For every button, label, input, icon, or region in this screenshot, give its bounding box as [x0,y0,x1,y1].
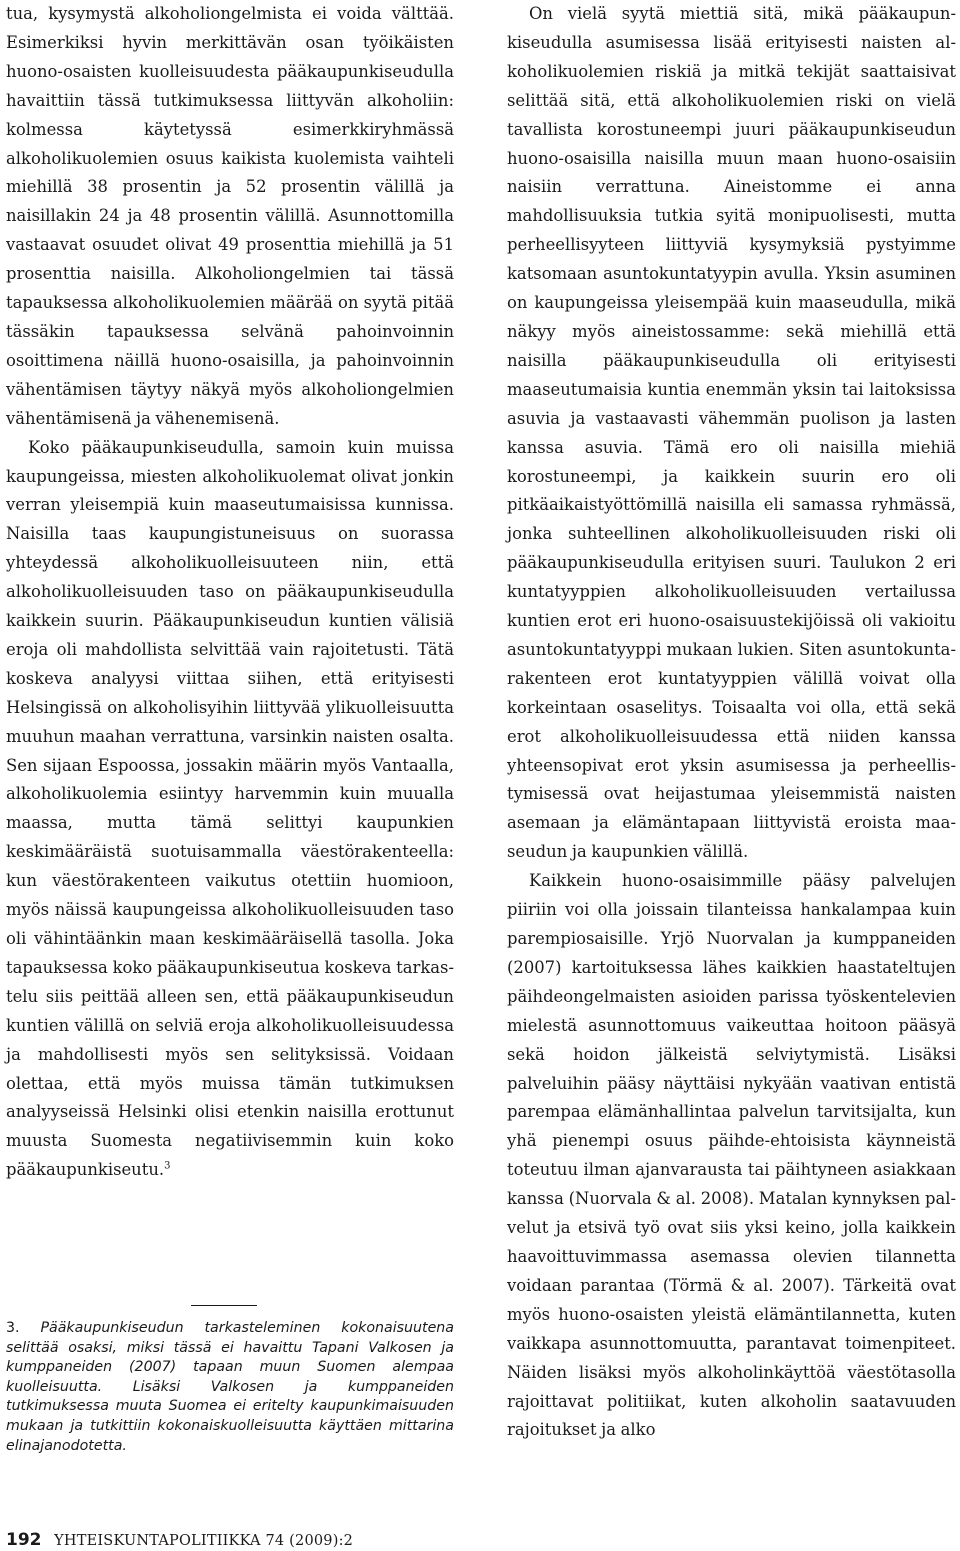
footnote [6,1319,454,1456]
paragraph: On vielä syytä miettiä sitä, mikä pääkaupunkiseudulla asumisessa lisää erityisesti naisten alkoholikuolemien riskiä ja mitkä tekijät saattaisivat selittää sitä, että alkoholikuolemien riski on vielä tavallista korostuneempi juuri pääkaupunkiseudun huono-osaisilla naisilla muun maan huono-osaisiin naisiin verrattuna. Aineistomme ei anna mahdollisuuksia tutkia syitä monipuolisesti, mutta perheellisyyteen liittyviä kysymyksiä pystyimme katsomaan asuntokuntatyypin avulla. Yksin asuminen on kaupungeissa yleisempää kuin maaseudulla, mikä näkyy myös aineistossamme: sekä miehillä että naisilla pääkaupunkiseudulla oli erityisesti maaseutumaisia kuntia enemmän yksin tai laitoksissa asuvia ja vastaavasti vähemmän puolison ja lasten kanssa asuvia. Tämä ero oli naisilla miehiä korostuneempi, ja kaikkein suurin ero oli pitkäaikaistyöttömillä naisilla eli samassa ryhmässä, jonka suhteellinen alkoholikuolleisuuden riski oli pääkaupunkiseudulla erityisen suuri. Taulukon 2 eri kuntatyyppien alkoholikuolleisuuden vertailussa kuntien erot eri huono-osaisuustekijöissä oli vakioitu asuntokuntatyyppi mukaan lukien. Siten asuntokuntarakenteen erot kuntatyyppien välillä voivat olla korkeintaan osaselitys. Toisaalta voi olla, että sekä erot alkoholikuolleisuudessa että niiden kanssa yhteensopivat erot yksin asumisessa ja perheellistymisessä ovat heijastumaa yleisemmistä naisten asemaan ja elämäntapaan liittyvistä eroista maaseudun ja kaupunkien välillä. [507,4,956,862]
footnote-text: Pääkaupunkiseudun tarkasteleminen kokonaisuutena selittää osaksi, miksi tässä ei havaittu Tapani Valkosen ja kumppaneiden (2007) tapaan muun Suomen alempaa kuolleisuutta. Lisäksi Valkosen ja kumppaneiden tutkimuksessa muuta Suomea ei eritelty kaupunkimaisuuden mukaan ja tutkittiin kokonaiskuolleisuutta käyttäen mittarina elinajanodotetta. [6,1320,454,1454]
journal-reference: YHTEISKUNTAPOLITIIKKA 74 (2009):2 [54,1533,354,1549]
footnote-number: 3. [6,1320,20,1336]
footnote-reference[interactable]: 3 [164,1160,171,1172]
left-column [6,0,454,1185]
right-column [507,0,956,1445]
paragraph: tua, kysymystä alkoholiongelmista ei voida välttää. Esimerkiksi hyvin merkittävän osan työikäisten huono-osaisten kuolleisuudesta pääkaupunkiseudulla havaittiin tässä tutkimuksessa liittyvän alkoholiin: kolmessa käytetyssä esimerkkiryhmässä alkoholikuolemien osuus kaikista kuolemista vaihteli miehillä 38 prosentin ja 52 prosentin välillä ja naisillakin 24 ja 48 prosentin välillä. Asunnottomilla vastaavat osuudet olivat 49 prosenttia miehillä ja 51 prosenttia naisilla. Alkoholiongelmien tai tässä tapauksessa alkoholikuolemien määrää on syytä pitää tässäkin tapauksessa selvänä pahoinvoinnin osoittimena näillä huono-osaisilla, ja pahoinvoinnin vähentämisen täytyy näkyä myös alkoholiongelmien vähentämisenä ja vähenemisenä. [6,4,454,428]
paragraph: Kaikkein huono-osaisimmille pääsy palvelujen piiriin voi olla joissain tilanteissa hankalampaa kuin parempiosaisille. Yrjö Nuorvalan ja kumppaneiden (2007) kartoituksessa lähes kaikkien haastateltujen päihdeongelmaisten asioiden parissa työskentelevien mielestä asunnottomuus vaikeuttaa hoitoon pääsyä sekä hoidon jälkeistä selviytymistä. Lisäksi palveluihin pääsy näyttäisi nykyään vaativan entistä parempaa elämänhallintaa palvelun tarvitsijalta, kun yhä pienempi osuus päihde-ehtoisista käynneistä toteutuu ilman ajanvarausta tai päihtyneen asiakkaan kanssa (Nuorvala & al. 2008). Matalan kynnyksen palvelut ja etsivä työ ovat siis yksi keino, jolla kaikkein haavoittuvimmassa asemassa olevien tilannetta voidaan parantaa (Törmä & al. 2007). Tärkeitä ovat myös huono-osaisten yleistä elämäntilannetta, kuten vaikkapa asunnottomuutta, parantavat toimenpiteet. Näiden lisäksi myös alkoholinkäyttöä väestötasolla rajoittavat politiikat, kuten alkoholin saatavuuden rajoitukset ja alko [507,871,956,1440]
paragraph-text: Koko pääkaupunkiseudulla, samoin kuin muissa kaupungeissa, miesten alkoholikuolemat olivat jonkin verran yleisempiä kuin maaseutumaisissa kunnissa. Naisilla taas kaupungistuneisuus on suorassa yhteydessä alkoholikuolleisuuteen niin, että alkoholikuolleisuuden taso on pääkaupunkiseudulla kaikkein suurin. Pääkaupunkiseudun kuntien välisiä eroja oli mahdollista selvittää vain rajoitetusti. Tätä koskeva analyysi viittaa siihen, että erityisesti Helsingissä on alkoholisyihin liittyvää ylikuolleisuutta muuhun maahan verrattuna, varsinkin naisten osalta. Sen sijaan Espoossa, jossakin määrin myös Vantaalla, alkoholikuolemia esiintyy harvemmin kuin muualla maassa, mutta tämä selittyi kaupunkien keskimääräistä suotuisammalla väestörakenteella: kun väestörakenteen vaikutus otettiin huomioon, myös näissä kaupungeissa alkoholikuolleisuuden taso oli vähintäänkin maan keskimääräisellä tasolla. Joka tapauksessa koko pääkaupunkiseutua koskeva tarkastelu siis peittää alleen sen, että pääkaupunkiseudun kuntien välillä on selviä eroja alkoholikuolleisuudessa ja mahdollisesti myös sen selityksissä. Voidaan olettaa, että myös muissa tämän tutkimuksen analyyseissä Helsinki olisi etenkin naisilla erottunut muusta Suomesta negatiivisemmin kuin koko pääkaupunkiseutu. [6,437,454,1180]
footnote-divider [191,1305,257,1306]
page-number: 192 [6,1530,42,1550]
page-footer [6,1531,353,1550]
paragraph [6,434,454,1186]
